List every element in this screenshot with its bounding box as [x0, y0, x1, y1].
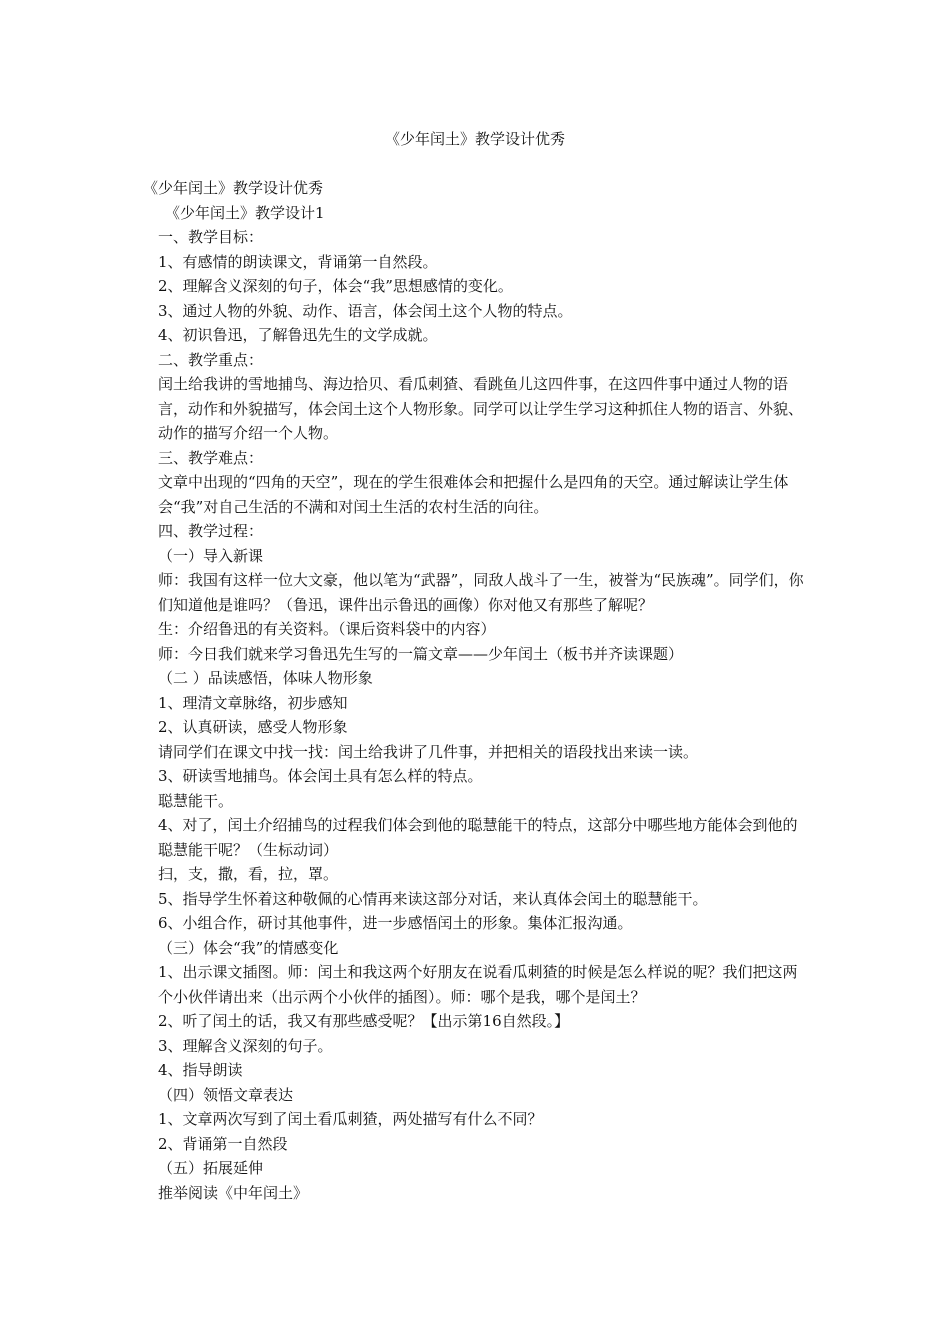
section-subtitle: 《少年闰土》教学设计1 [165, 203, 325, 222]
body-paragraph: 师：今日我们就来学习鲁迅先生写的一篇文章——少年闰土（板书并齐读课题） [158, 644, 684, 663]
list-item: 3、研读雪地捕鸟。体会闰土具有怎么样的特点。 [158, 767, 483, 785]
body-paragraph: 扫，支，撒，看，拉，罩。 [158, 865, 339, 883]
list-item: 4、对了，闰土介绍捕鸟的过程我们体会到他的聪慧能干的特点，这部分中哪些地方能体会到他的聪慧能干呢？（生标动词） [158, 816, 798, 859]
objective-item: 1、有感情的朗读课文，背诵第一自然段。 [158, 252, 438, 271]
document-body [143, 176, 808, 1205]
body-heading: 《少年闰土》教学设计优秀 [143, 179, 324, 197]
list-item: 3、理解含义深刻的句子。 [158, 1036, 333, 1055]
list-item: 2、听了闰土的话，我又有那些感受呢？【出示第16自然段。】 [158, 1012, 570, 1030]
step-heading: （五）拓展延伸 [158, 1159, 264, 1177]
body-paragraph: 生：介绍鲁迅的有关资料。（课后资料袋中的内容） [158, 620, 496, 638]
body-paragraph: 请同学们在课文中找一找：闰土给我讲了几件事，并把相关的语段找出来读一读。 [158, 742, 699, 761]
list-item: 1、出示课文插图。师：闰土和我这两个好朋友在说看瓜刺猹的时候是怎么样说的呢？我们把这两个小伙伴请出来（出示两个小伙伴的插图）。师：哪个是我，哪个是闰土？ [158, 963, 798, 1006]
objective-item: 3、通过人物的外貌、动作、语言，体会闰土这个人物的特点。 [158, 301, 573, 320]
objective-item: 2、理解含义深刻的句子，体会“我”思想感情的变化。 [158, 277, 513, 295]
step-heading: （一）导入新课 [158, 546, 264, 565]
list-item: 2、认真研读，感受人物形象 [158, 718, 348, 736]
body-paragraph: 推举阅读《中年闰土》 [158, 1183, 309, 1202]
step-heading: （二 ）品读感悟，体味人物形象 [158, 669, 373, 687]
body-paragraph: 师：我国有这样一位大文豪，他以笔为“武器”，同敌人战斗了一生，被誉为“民族魂”。同学们，你们知道他是谁吗？（鲁迅，课件出示鲁迅的画像）你对他又有那些了解呢？ [158, 571, 804, 614]
list-item: 2、背诵第一自然段 [158, 1134, 288, 1153]
difficulty-paragraph: 文章中出现的“四角的天空”，现在的学生很难体会和把握什么是四角的天空。通过解读让学生体会“我”对自己生活的不满和对闰土生活的农村生活的向往。 [158, 473, 789, 516]
objective-item: 4、初识鲁迅，了解鲁迅先生的文学成就。 [158, 326, 438, 344]
list-item: 6、小组合作，研讨其他事件，进一步感悟闰土的形象。集体汇报沟通。 [158, 914, 633, 932]
step-heading: （三）体会“我”的情感变化 [158, 938, 339, 957]
list-item: 4、指导朗读 [158, 1061, 243, 1079]
section-heading-difficulty: 三、教学难点： [158, 448, 264, 467]
document-title: 《少年闰土》教学设计优秀 [384, 130, 565, 148]
focus-paragraph: 闰土给我讲的雪地捕鸟、海边拾贝、看瓜刺猹、看跳鱼儿这四件事，在这四件事中通过人物的语言，动作和外貌描写，体会闰土这个人物形象。同学可以让学生学习这种抓住人物的语言、外貌、动作的描写介绍一个人物。 [158, 375, 804, 442]
list-item: 1、文章两次写到了闰土看瓜刺猹，两处描写有什么不同？ [158, 1110, 543, 1128]
list-item: 5、指导学生怀着这种敬佩的心情再来读这部分对话，来认真体会闰土的聪慧能干。 [158, 889, 708, 908]
section-heading-objectives: 一、教学目标： [158, 228, 264, 246]
section-heading-focus: 二、教学重点： [158, 350, 264, 369]
step-heading: （四）领悟文章表达 [158, 1085, 294, 1104]
section-heading-process: 四、教学过程： [158, 522, 264, 540]
list-item: 1、理清文章脉络，初步感知 [158, 693, 348, 712]
body-paragraph: 聪慧能干。 [158, 791, 234, 810]
